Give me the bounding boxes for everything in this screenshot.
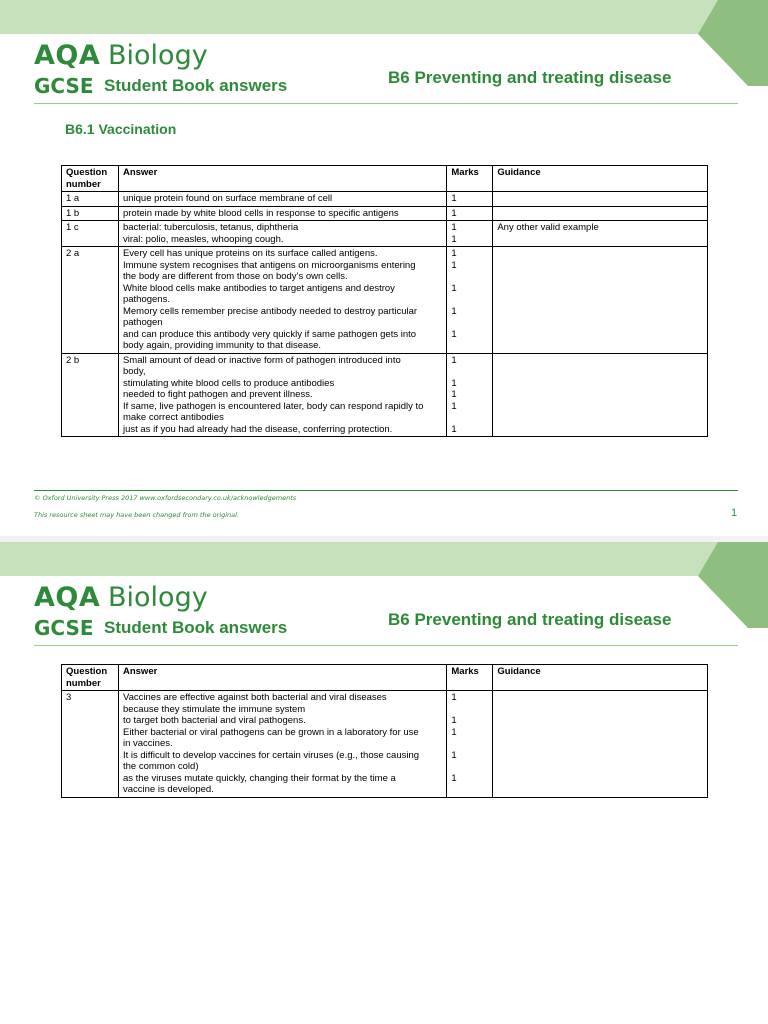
brand-gcse: GCSE bbox=[34, 616, 94, 640]
marks-cell bbox=[447, 206, 493, 221]
mark-value: 1 bbox=[451, 389, 457, 400]
question-number-cell: 1 c bbox=[62, 221, 119, 247]
chapter-title: B6 Preventing and treating disease bbox=[388, 610, 672, 629]
answer-line: just as if you had already had the disease, conferring protection. bbox=[122, 423, 393, 435]
table-row bbox=[62, 247, 708, 354]
table-row bbox=[62, 691, 708, 798]
mark-value: 1 bbox=[451, 377, 457, 389]
mark-value bbox=[451, 704, 488, 716]
footer-copyright: © Oxford University Press 2017 www.oxfordsecondary.co.uk/acknowledgements bbox=[34, 494, 297, 502]
answer-line: to target both bacterial and viral pathogens. bbox=[122, 715, 306, 726]
mark-value: 1 bbox=[451, 193, 457, 204]
mark-value bbox=[451, 412, 488, 424]
table-row bbox=[62, 353, 708, 437]
guidance-cell bbox=[493, 192, 708, 207]
answer-line: White blood cells make antibodies to target antigens and destroy bbox=[122, 282, 395, 294]
answer-line: body again, providing immunity to that disease. bbox=[122, 340, 321, 351]
footer-note: This resource sheet may have been changed from the original. bbox=[34, 511, 240, 519]
header-marks: Marks bbox=[447, 166, 493, 192]
mark-value: 1 bbox=[451, 772, 457, 784]
answer-line: It is difficult to develop vaccines for certain viruses (e.g., those causing bbox=[122, 749, 420, 761]
header-question-number: Question number bbox=[62, 166, 119, 192]
answer-cell bbox=[118, 192, 446, 207]
answer-line: pathogen bbox=[122, 317, 163, 328]
header-answer: Answer bbox=[118, 166, 446, 192]
mark-value: 1 bbox=[451, 715, 457, 726]
header-band bbox=[0, 542, 768, 576]
header-marks: Marks bbox=[447, 665, 493, 691]
mark-value: 1 bbox=[451, 233, 457, 245]
answers-table-2 bbox=[61, 664, 708, 798]
brand-aqa-logo: AQA bbox=[34, 40, 101, 71]
mark-value: 1 bbox=[451, 259, 457, 271]
answer-cell bbox=[118, 221, 446, 247]
brand-product: Student Book answers bbox=[104, 76, 288, 95]
mark-value bbox=[451, 340, 488, 352]
answer-line: because they stimulate the immune system bbox=[122, 703, 306, 715]
answer-line: Every cell has unique proteins on its surface called antigens. bbox=[122, 248, 378, 259]
answer-line: Vaccines are effective against both bacterial and viral diseases bbox=[122, 692, 387, 703]
answer-line: as the viruses mutate quickly, changing their format by the time a bbox=[122, 772, 396, 784]
answer-line: viral: polio, measles, whooping cough. bbox=[122, 233, 284, 245]
answer-line: If same, live pathogen is encountered later, body can respond rapidly to bbox=[122, 400, 424, 412]
answers-table-1 bbox=[61, 165, 708, 437]
mark-value bbox=[451, 366, 488, 378]
answer-line: in vaccines. bbox=[122, 738, 173, 749]
guidance-cell bbox=[493, 206, 708, 221]
mark-value bbox=[451, 738, 488, 750]
answer-line: make correct antibodies bbox=[122, 412, 224, 423]
table-header-row bbox=[62, 166, 708, 192]
answer-line: pathogens. bbox=[122, 294, 170, 305]
guidance-cell bbox=[493, 353, 708, 437]
brand-gcse: GCSE bbox=[34, 74, 94, 98]
header-question-number: Question number bbox=[62, 665, 119, 691]
answer-line: Memory cells remember precise antibody needed to destroy particular bbox=[122, 305, 418, 317]
brand-subject: Biology bbox=[108, 582, 208, 613]
question-number-cell: 2 a bbox=[62, 247, 119, 354]
marks-cell bbox=[447, 353, 493, 437]
answer-line: Small amount of dead or inactive form of pathogen introduced into bbox=[122, 354, 401, 366]
header-answer: Answer bbox=[118, 665, 446, 691]
brand-subject: Biology bbox=[108, 40, 208, 71]
section-title: B6.1 Vaccination bbox=[65, 121, 177, 137]
answer-line: needed to fight pathogen and prevent illness. bbox=[122, 389, 313, 400]
page-2 bbox=[0, 542, 768, 1024]
answer-line: bacterial: tuberculosis, tetanus, diphtheria bbox=[122, 222, 299, 233]
header-guidance: Guidance bbox=[493, 665, 708, 691]
marks-cell bbox=[447, 247, 493, 354]
answer-line: Either bacterial or viral pathogens can be grown in a laboratory for use bbox=[122, 726, 419, 738]
answer-line: vaccine is developed. bbox=[122, 784, 214, 795]
guidance-cell bbox=[493, 691, 708, 798]
guidance-cell bbox=[493, 247, 708, 354]
answer-cell bbox=[118, 247, 446, 354]
answer-cell bbox=[118, 206, 446, 221]
chapter-title: B6 Preventing and treating disease bbox=[388, 68, 672, 87]
brand-aqa-logo: AQA bbox=[34, 582, 101, 613]
page-number: 1 bbox=[731, 507, 738, 519]
answer-line: Immune system recognises that antigens on microorganisms entering bbox=[122, 259, 416, 271]
table-row bbox=[62, 206, 708, 221]
question-number-cell: 3 bbox=[62, 691, 119, 798]
answer-cell bbox=[118, 691, 446, 798]
mark-value: 1 bbox=[451, 222, 457, 233]
mark-value: 1 bbox=[451, 354, 457, 366]
question-number-cell: 2 b bbox=[62, 353, 119, 437]
footer-divider bbox=[34, 490, 738, 491]
answer-line: protein made by white blood cells in response to specific antigens bbox=[122, 207, 399, 219]
answer-line: body, bbox=[122, 366, 146, 377]
mark-value: 1 bbox=[451, 726, 457, 738]
mark-value bbox=[451, 761, 488, 773]
mark-value: 1 bbox=[451, 207, 457, 219]
header-divider bbox=[34, 103, 738, 104]
answer-line: the body are different from those on body’s own cells. bbox=[122, 271, 348, 282]
header-band bbox=[0, 0, 768, 34]
mark-value bbox=[451, 294, 488, 306]
brand-product: Student Book answers bbox=[104, 618, 288, 637]
mark-value: 1 bbox=[451, 400, 457, 412]
header-guidance: Guidance bbox=[493, 166, 708, 192]
table-row bbox=[62, 221, 708, 247]
guidance-cell: Any other valid example bbox=[493, 221, 708, 247]
question-number-cell: 1 b bbox=[62, 206, 119, 221]
mark-value: 1 bbox=[451, 305, 457, 317]
mark-value: 1 bbox=[451, 328, 457, 340]
mark-value bbox=[451, 271, 488, 283]
header-divider bbox=[34, 645, 738, 646]
header-tab-shape bbox=[698, 542, 768, 628]
answer-line: stimulating white blood cells to produce antibodies bbox=[122, 377, 335, 389]
marks-cell bbox=[447, 192, 493, 207]
table-row bbox=[62, 192, 708, 207]
marks-cell bbox=[447, 221, 493, 247]
mark-value: 1 bbox=[451, 692, 457, 703]
answer-line: unique protein found on surface membrane of cell bbox=[122, 193, 333, 204]
answer-line: the common cold) bbox=[122, 761, 199, 772]
question-number-cell: 1 a bbox=[62, 192, 119, 207]
mark-value bbox=[451, 317, 488, 329]
table-header-row bbox=[62, 665, 708, 691]
header-tab-shape bbox=[698, 0, 768, 86]
marks-cell bbox=[447, 691, 493, 798]
mark-value: 1 bbox=[451, 282, 457, 294]
mark-value bbox=[451, 784, 488, 796]
mark-value: 1 bbox=[451, 749, 457, 761]
mark-value: 1 bbox=[451, 423, 457, 435]
answer-cell bbox=[118, 353, 446, 437]
answer-line: and can produce this antibody very quickly if same pathogen gets into bbox=[122, 328, 417, 340]
mark-value: 1 bbox=[451, 248, 457, 259]
